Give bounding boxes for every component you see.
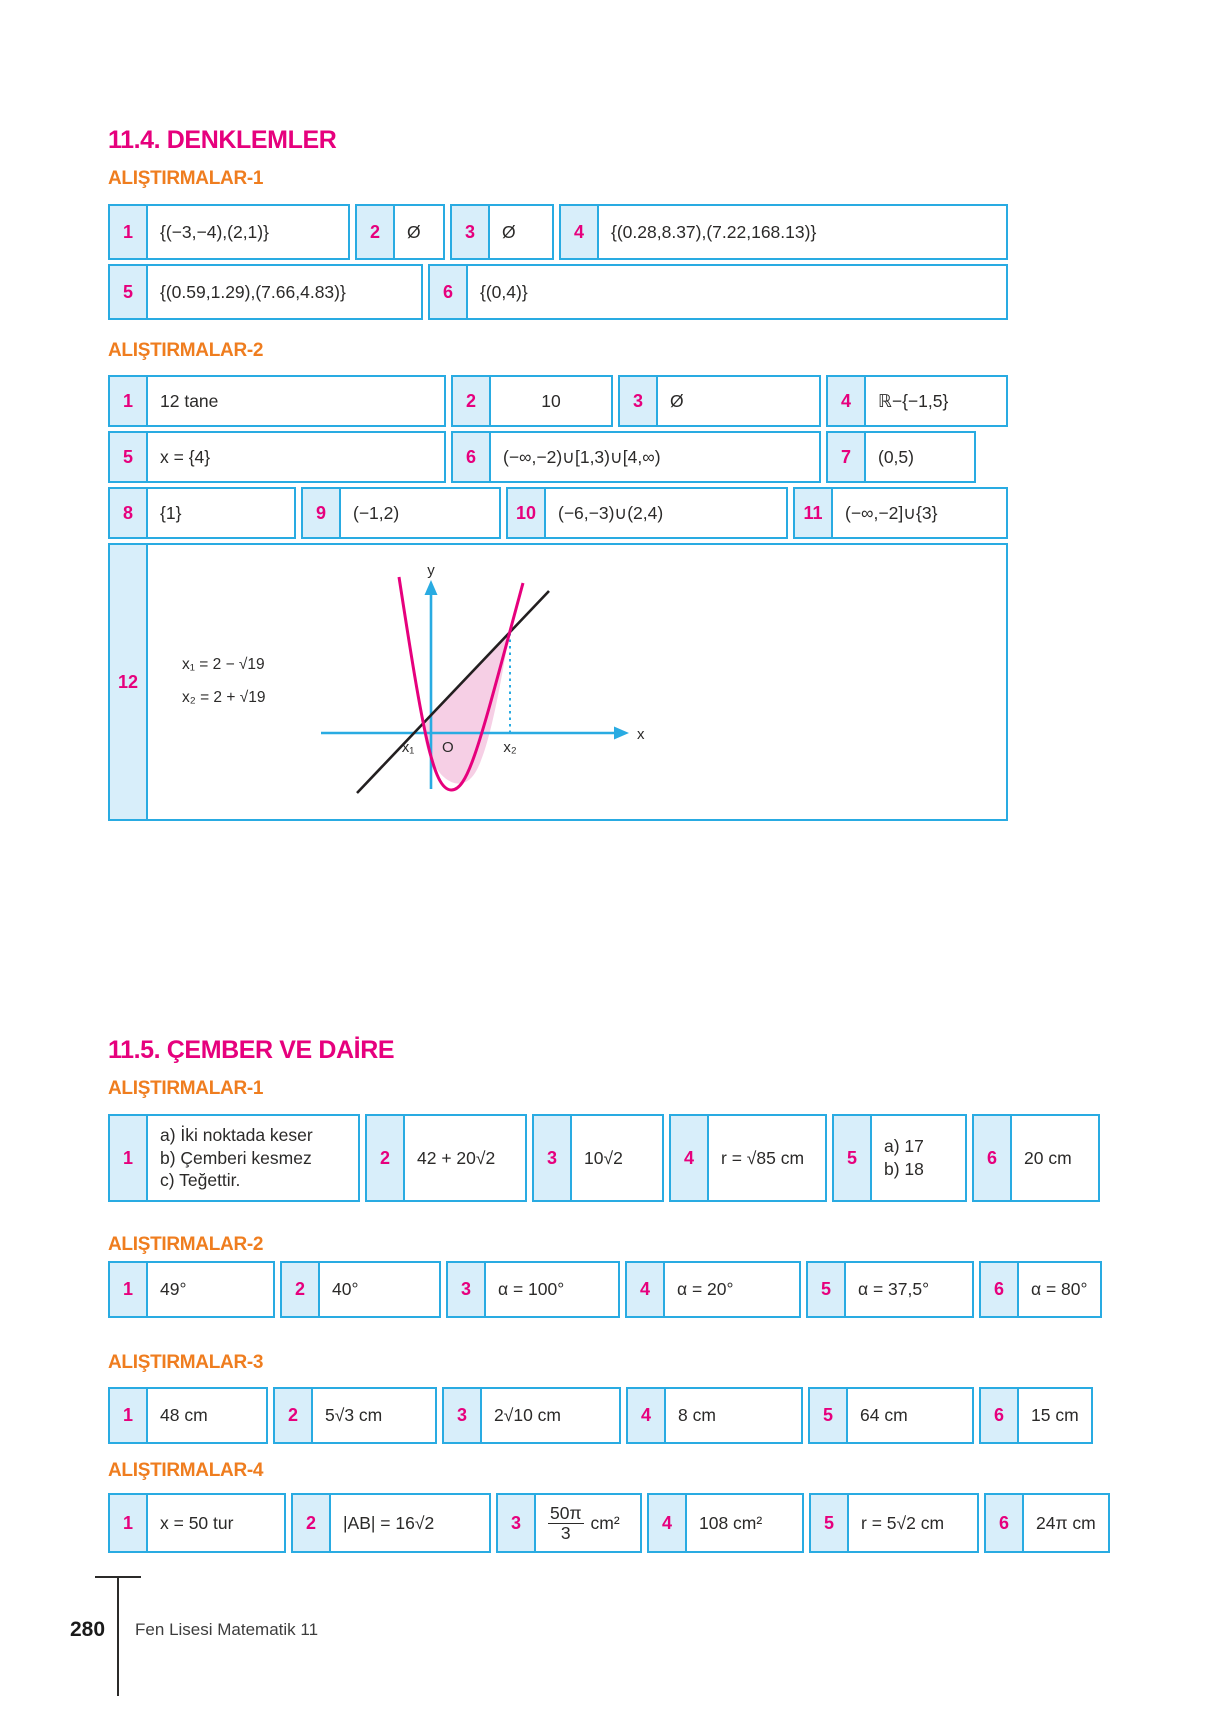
answer-table-denklemler-alistirmalar-2 xyxy=(108,375,1008,825)
answer-cell-group xyxy=(450,204,554,260)
answer-cell-group xyxy=(108,431,446,483)
answer-value: Ø xyxy=(490,204,554,260)
answer-number-badge: 5 xyxy=(108,431,148,483)
answer-number-badge: 12 xyxy=(108,543,148,821)
answer-cell-group xyxy=(446,1261,620,1318)
answer-cell-group xyxy=(618,375,821,427)
answer-cell-group xyxy=(365,1114,527,1202)
table-row xyxy=(108,204,1008,260)
multiline-answer: a) İki noktada keser b) Çemberi kesmez c) Teğettir. xyxy=(160,1124,313,1191)
answer-number-badge: 4 xyxy=(625,1261,665,1318)
answer-number-badge: 2 xyxy=(451,375,491,427)
table-row xyxy=(108,1114,1100,1202)
answer-number-badge: 2 xyxy=(291,1493,331,1553)
answer-cell-group xyxy=(428,264,1008,320)
answer-value: {(0,4)} xyxy=(468,264,1008,320)
answer-number-badge: 10 xyxy=(506,487,546,539)
answer-value: Ø xyxy=(658,375,821,427)
answer-cell-group xyxy=(280,1261,441,1318)
answer-cell-group xyxy=(808,1387,974,1444)
answer-cell-group xyxy=(442,1387,621,1444)
exercise-group-label-5: ALIŞTIRMALAR-3 xyxy=(108,1352,264,1373)
y-axis-arrow-icon xyxy=(425,580,438,595)
answer-number-badge: 6 xyxy=(984,1493,1024,1553)
answer-value: (−∞,−2]∪{3} xyxy=(833,487,1008,539)
answer-value: {(0.59,1.29),(7.66,4.83)} xyxy=(148,264,423,320)
answer-number-badge: 7 xyxy=(826,431,866,483)
exercise-group-label-6: ALIŞTIRMALAR-4 xyxy=(108,1460,264,1481)
root-formula-x2: x₂ = 2 + √19 xyxy=(182,689,266,706)
answer-number-badge: 1 xyxy=(108,1493,148,1553)
answer-cell-group xyxy=(108,1261,275,1318)
answer-table-denklemler-alistirmalar-1 xyxy=(108,204,1008,324)
answer-value: 48 cm xyxy=(148,1387,268,1444)
answer-value: 108 cm² xyxy=(687,1493,804,1553)
answer-value xyxy=(148,1114,360,1202)
answer-value: α = 80° xyxy=(1019,1261,1102,1318)
answer-number-badge: 3 xyxy=(496,1493,536,1553)
answer-number-badge: 5 xyxy=(806,1261,846,1318)
answer-table-cember-alistirmalar-1 xyxy=(108,1114,1100,1206)
answer-cell-group xyxy=(108,264,423,320)
answer-value: 2√10 cm xyxy=(482,1387,621,1444)
section-title-cember-ve-daire: 11.5. ÇEMBER VE DAİRE xyxy=(108,1036,395,1064)
axis-label-y: y xyxy=(427,563,436,579)
table-row xyxy=(108,1387,1080,1444)
answer-value: {1} xyxy=(148,487,296,539)
exercise-group-label-2: ALIŞTIRMALAR-2 xyxy=(108,340,264,361)
answer-value: 10 xyxy=(491,375,613,427)
fraction-denominator: 3 xyxy=(560,1522,571,1543)
answer-number-badge: 3 xyxy=(446,1261,486,1318)
exercise-group-label-3: ALIŞTIRMALAR-1 xyxy=(108,1078,264,1099)
answer-cell-group xyxy=(108,543,1008,821)
answer-value: α = 20° xyxy=(665,1261,801,1318)
answer-value: α = 37,5° xyxy=(846,1261,974,1318)
answer-number-badge: 4 xyxy=(669,1114,709,1202)
answer-number-badge: 3 xyxy=(450,204,490,260)
answer-value: 24π cm xyxy=(1024,1493,1110,1553)
answer-cell-group xyxy=(626,1387,803,1444)
answer-value: 64 cm xyxy=(848,1387,974,1444)
answer-cell-group xyxy=(669,1114,827,1202)
answer-cell-group xyxy=(108,204,350,260)
answer-cell-group xyxy=(979,1387,1093,1444)
answer-cell-group xyxy=(291,1493,491,1553)
answer-value: (−6,−3)∪(2,4) xyxy=(546,487,788,539)
answer-cell-group xyxy=(496,1493,642,1553)
answer-cell-group xyxy=(301,487,501,539)
x1-tick-label: x₁ xyxy=(402,739,415,756)
answer-value: 15 cm xyxy=(1019,1387,1093,1444)
answer-cell-group xyxy=(451,375,613,427)
answer-number-badge: 2 xyxy=(273,1387,313,1444)
answer-number-badge: 3 xyxy=(532,1114,572,1202)
table-row xyxy=(108,264,1008,320)
answer-number-badge: 2 xyxy=(355,204,395,260)
answer-cell-group xyxy=(108,1493,286,1553)
answer-value: 49° xyxy=(148,1261,275,1318)
answer-cell-group xyxy=(979,1261,1102,1318)
answer-number-badge: 4 xyxy=(647,1493,687,1553)
answer-value-fraction xyxy=(536,1493,642,1553)
table-row xyxy=(108,1493,1096,1553)
answer-cell-group xyxy=(108,375,446,427)
answer-table-cember-alistirmalar-2 xyxy=(108,1261,1100,1322)
answer-cell-group xyxy=(809,1493,979,1553)
answer-table-cember-alistirmalar-3 xyxy=(108,1387,1080,1448)
shaded-region xyxy=(423,631,510,784)
table-row-question-12 xyxy=(108,543,1008,821)
answer-value: Ø xyxy=(395,204,445,260)
answer-number-badge: 6 xyxy=(451,431,491,483)
fraction-numerator: 50π xyxy=(550,1503,582,1524)
answer-cell-group xyxy=(832,1114,967,1202)
table-row xyxy=(108,375,1008,427)
answer-number-badge: 1 xyxy=(108,1387,148,1444)
answer-value: ℝ−{−1,5} xyxy=(866,375,1008,427)
answer-cell-group xyxy=(972,1114,1100,1202)
answer-number-badge: 11 xyxy=(793,487,833,539)
answer-value: {(0.28,8.37),(7.22,168.13)} xyxy=(599,204,1008,260)
table-row xyxy=(108,431,1008,483)
fraction-unit: cm² xyxy=(590,1512,620,1533)
root-formulas xyxy=(182,649,265,714)
axis-label-x: x xyxy=(637,726,645,743)
answer-number-badge: 6 xyxy=(428,264,468,320)
answer-cell-group xyxy=(532,1114,664,1202)
fraction xyxy=(548,1504,584,1542)
answer-cell-group xyxy=(806,1261,974,1318)
answer-number-badge: 5 xyxy=(108,264,148,320)
answer-value: |AB| = 16√2 xyxy=(331,1493,491,1553)
answer-value: (−∞,−2)∪[1,3)∪[4,∞) xyxy=(491,431,821,483)
answer-cell-group xyxy=(984,1493,1110,1553)
answer-number-badge: 4 xyxy=(559,204,599,260)
answer-number-badge: 3 xyxy=(442,1387,482,1444)
answer-cell-group xyxy=(826,431,976,483)
answer-number-badge: 5 xyxy=(809,1493,849,1553)
answer-value: 20 cm xyxy=(1012,1114,1100,1202)
answer-number-badge: 8 xyxy=(108,487,148,539)
answer-value: 10√2 xyxy=(572,1114,664,1202)
multiline-answer: a) 17 b) 18 xyxy=(884,1136,924,1179)
answer-value: 5√3 cm xyxy=(313,1387,437,1444)
answer-number-badge: 2 xyxy=(365,1114,405,1202)
answer-cell-group xyxy=(355,204,445,260)
exercise-group-label-1: ALIŞTIRMALAR-1 xyxy=(108,168,264,189)
book-title: Fen Lisesi Matematik 11 xyxy=(135,1620,319,1639)
answer-number-badge: 4 xyxy=(826,375,866,427)
answer-value: 42 + 20√2 xyxy=(405,1114,527,1202)
x2-tick-label: x₂ xyxy=(503,739,518,756)
answer-cell-group xyxy=(506,487,788,539)
answer-value: (−1,2) xyxy=(341,487,501,539)
answer-number-badge: 5 xyxy=(808,1387,848,1444)
answer-number-badge: 1 xyxy=(108,1114,148,1202)
answer-cell-group xyxy=(826,375,1008,427)
answer-number-badge: 1 xyxy=(108,1261,148,1318)
answer-value: 8 cm xyxy=(666,1387,803,1444)
answer-value xyxy=(872,1114,967,1202)
answer-cell-group xyxy=(451,431,821,483)
answer-number-badge: 9 xyxy=(301,487,341,539)
origin-label: O xyxy=(442,739,455,756)
answer-cell-group xyxy=(793,487,1008,539)
answer-cell-group xyxy=(273,1387,437,1444)
table-row xyxy=(108,1261,1100,1318)
answer-value: x = {4} xyxy=(148,431,446,483)
answer-value: r = √85 cm xyxy=(709,1114,827,1202)
answer-cell-group xyxy=(625,1261,801,1318)
answer-number-badge: 6 xyxy=(979,1261,1019,1318)
answer-number-badge: 2 xyxy=(280,1261,320,1318)
answer-cell-group xyxy=(559,204,1008,260)
answer-value: α = 100° xyxy=(486,1261,620,1318)
answer-table-cember-alistirmalar-4 xyxy=(108,1493,1096,1557)
answer-number-badge: 6 xyxy=(972,1114,1012,1202)
answer-value: {(−3,−4),(2,1)} xyxy=(148,204,350,260)
answer-value: 40° xyxy=(320,1261,441,1318)
exercise-group-label-4: ALIŞTIRMALAR-2 xyxy=(108,1234,264,1255)
answer-value-question-12 xyxy=(148,543,1008,821)
page-number: 280 xyxy=(70,1618,106,1641)
table-row xyxy=(108,487,1008,539)
answer-number-badge: 6 xyxy=(979,1387,1019,1444)
answer-cell-group xyxy=(108,487,296,539)
answer-number-badge: 4 xyxy=(626,1387,666,1444)
answer-value: (0,5) xyxy=(866,431,976,483)
answer-number-badge: 1 xyxy=(108,375,148,427)
root-formula-x1: x₁ = 2 − √19 xyxy=(182,656,265,674)
footer-divider xyxy=(117,1576,119,1696)
parabola-line-graph xyxy=(311,563,671,807)
answer-cell-group xyxy=(647,1493,804,1553)
answer-value: r = 5√2 cm xyxy=(849,1493,979,1553)
answer-cell-group xyxy=(108,1387,268,1444)
answer-number-badge: 1 xyxy=(108,204,148,260)
answer-number-badge: 5 xyxy=(832,1114,872,1202)
section-title-denklemler: 11.4. DENKLEMLER xyxy=(108,126,337,154)
page-footer xyxy=(70,1576,318,1696)
answer-value: 12 tane xyxy=(148,375,446,427)
x-axis-arrow-icon xyxy=(614,727,629,740)
answer-number-badge: 3 xyxy=(618,375,658,427)
answer-value: x = 50 tur xyxy=(148,1493,286,1553)
answer-cell-group xyxy=(108,1114,360,1202)
